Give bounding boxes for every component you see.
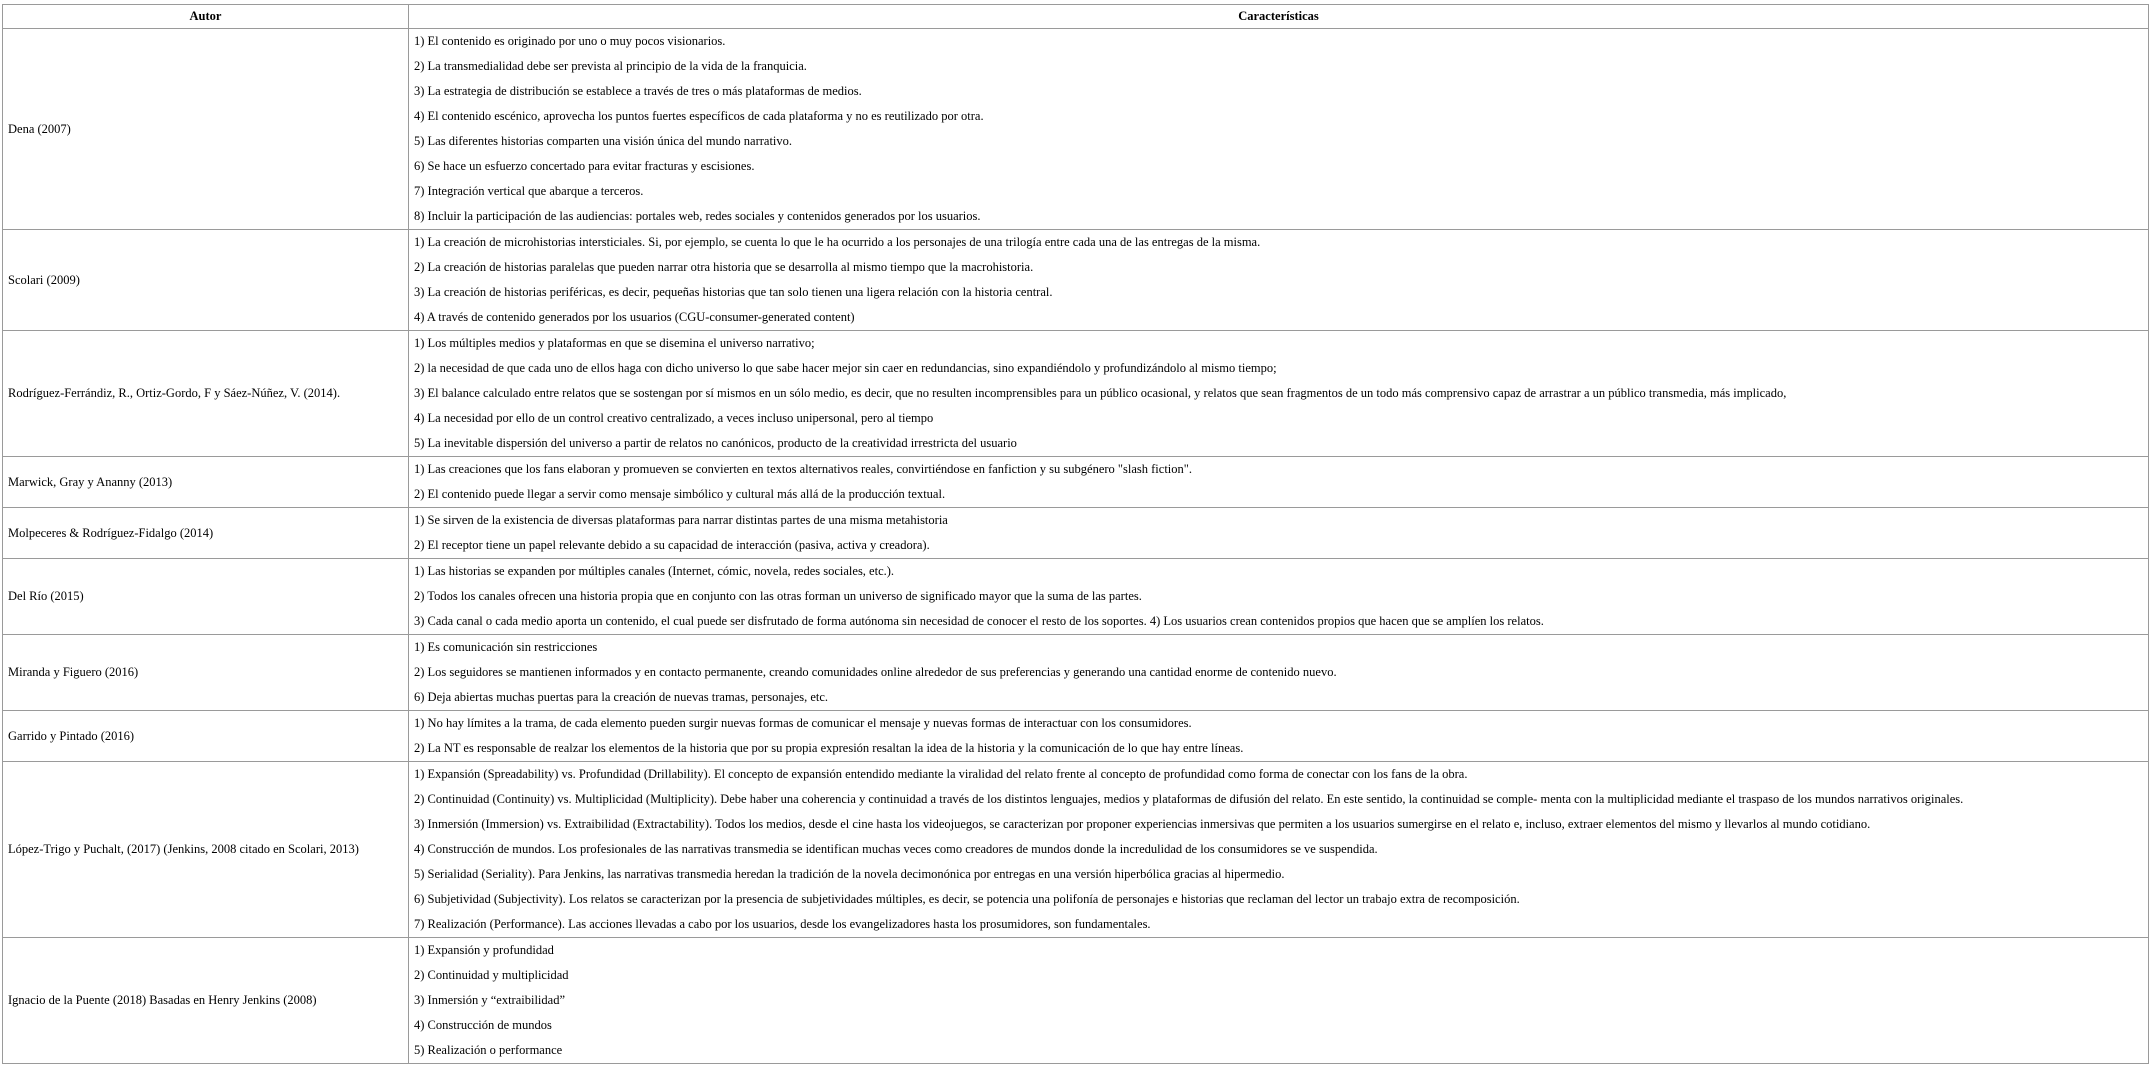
characteristics-cell bbox=[409, 331, 2149, 457]
table-row bbox=[3, 559, 2149, 635]
author-cell: Rodríguez-Ferrándiz, R., Ortiz-Gordo, F y Sáez-Núñez, V. (2014). bbox=[3, 331, 409, 457]
characteristic-item: 6) Deja abiertas muchas puertas para la creación de nuevas tramas, personajes, etc. bbox=[414, 690, 829, 704]
header-author: Autor bbox=[3, 5, 409, 29]
characteristics-cell bbox=[409, 508, 2149, 559]
characteristic-item: 5) Las diferentes historias comparten una visión única del mundo narrativo. bbox=[414, 134, 793, 148]
characteristic-item: 5) Serialidad (Seriality). Para Jenkins, las narrativas transmedia heredan la tradición de la novela decimonónica por entregas en una versión hiperbólica gracias al hipermedio. bbox=[414, 867, 1285, 881]
characteristic-item: 1) Los múltiples medios y plataformas en que se disemina el universo narrativo; bbox=[414, 336, 815, 350]
author-cell: Garrido y Pintado (2016) bbox=[3, 711, 409, 762]
author-cell: Scolari (2009) bbox=[3, 230, 409, 331]
author-cell: Ignacio de la Puente (2018) Basadas en Henry Jenkins (2008) bbox=[3, 938, 409, 1064]
characteristic-item: 4) El contenido escénico, aprovecha los puntos fuertes específicos de cada plataforma y no es reutilizado por otra. bbox=[414, 109, 984, 123]
characteristic-item: 2) El contenido puede llegar a servir como mensaje simbólico y cultural más allá de la producción textual. bbox=[414, 487, 946, 501]
characteristics-cell bbox=[409, 559, 2149, 635]
header-row bbox=[3, 5, 2149, 29]
table-row bbox=[3, 762, 2149, 938]
characteristic-item: 1) Las historias se expanden por múltiples canales (Internet, cómic, novela, redes sociales, etc.). bbox=[414, 564, 895, 578]
table-row bbox=[3, 457, 2149, 508]
characteristics-cell bbox=[409, 457, 2149, 508]
table-row bbox=[3, 230, 2149, 331]
characteristic-item: 1) Expansión (Spreadability) vs. Profundidad (Drillability). El concepto de expansión entendido mediante la viralidad del relato frente al concepto de profundidad como forma de conectar con los fans de la obra. bbox=[414, 767, 1468, 781]
characteristic-item: 2) Continuidad y multiplicidad bbox=[414, 968, 569, 982]
characteristic-item: 4) Construcción de mundos. Los profesionales de las narrativas transmedia se identifican muchas veces como creadores de mundos donde la incredulidad de los consumidores se ve suspendida. bbox=[414, 842, 1378, 856]
characteristic-item: 7) Realización (Performance). Las acciones llevadas a cabo por los usuarios, desde los evangelizadores hasta los prosumidores, son fundamentales. bbox=[414, 917, 1151, 931]
characteristics-table bbox=[2, 4, 2149, 1064]
characteristics-cell bbox=[409, 635, 2149, 711]
characteristic-item: 2) El receptor tiene un papel relevante debido a su capacidad de interacción (pasiva, activa y creadora). bbox=[414, 538, 930, 552]
characteristic-item: 4) A través de contenido generados por los usuarios (CGU-consumer-generated content) bbox=[414, 310, 855, 324]
table-row bbox=[3, 711, 2149, 762]
characteristic-item: 2) La creación de historias paralelas que pueden narrar otra historia que se desarrolla al mismo tiempo que la macrohistoria. bbox=[414, 260, 1034, 274]
table-row bbox=[3, 508, 2149, 559]
characteristic-item: 2) La transmedialidad debe ser prevista al principio de la vida de la franquicia. bbox=[414, 59, 807, 73]
characteristic-item: 2) Los seguidores se mantienen informados y en contacto permanente, creando comunidades online alrededor de sus preferencias y generando una cantidad enorme de contenido nuevo. bbox=[414, 665, 1337, 679]
characteristic-item: 1) Es comunicación sin restricciones bbox=[414, 640, 598, 654]
characteristic-item: 1) Las creaciones que los fans elaboran y promueven se convierten en textos alternativos reales, convirtiéndose en fanfiction y su subgénero "slash fiction". bbox=[414, 462, 1193, 476]
characteristics-cell bbox=[409, 938, 2149, 1064]
characteristic-item: 5) Realización o performance bbox=[414, 1043, 563, 1057]
characteristic-item: 1) La creación de microhistorias intersticiales. Si, por ejemplo, se cuenta lo que le ha ocurrido a los personajes de una trilogía entre cada una de las entregas de la misma. bbox=[414, 235, 1261, 249]
table-body bbox=[3, 29, 2149, 1064]
author-cell: López-Trigo y Puchalt, (2017) (Jenkins, 2008 citado en Scolari, 2013) bbox=[3, 762, 409, 938]
table-row bbox=[3, 938, 2149, 1064]
author-cell: Miranda y Figuero (2016) bbox=[3, 635, 409, 711]
characteristic-item: 1) No hay límites a la trama, de cada elemento pueden surgir nuevas formas de comunicar el mensaje y nuevas formas de interactuar con los consumidores. bbox=[414, 716, 1192, 730]
characteristic-item: 3) Inmersión (Immersion) vs. Extraibilidad (Extractability). Todos los medios, desde el cine hasta los videojuegos, se caracterizan por proponer experiencias inmersivas que permiten a los usuarios sumergirse en el relato e, incluso, extraer elementos del mismo y llevarlos al mundo cotidiano. bbox=[414, 817, 1871, 831]
characteristic-item: 3) La estrategia de distribución se establece a través de tres o más plataformas de medios. bbox=[414, 84, 862, 98]
characteristic-item: 6) Subjetividad (Subjectivity). Los relatos se caracterizan por la presencia de subjetividades múltiples, es decir, se potencia una polifonía de personajes e historias que reclaman del lector un trabajo extra de recomposición. bbox=[414, 892, 1520, 906]
characteristic-item: 3) La creación de historias periféricas, es decir, pequeñas historias que tan solo tienen una ligera relación con la historia central. bbox=[414, 285, 1053, 299]
characteristic-item: 4) Construcción de mundos bbox=[414, 1018, 552, 1032]
characteristic-item: 3) Cada canal o cada medio aporta un contenido, el cual puede ser disfrutado de forma autónoma sin necesidad de conocer el resto de los soportes. 4) Los usuarios crean contenidos propios que hacen que se amplíen los relatos. bbox=[414, 614, 1544, 628]
characteristic-item: 1) Expansión y profundidad bbox=[414, 943, 554, 957]
characteristic-item: 1) Se sirven de la existencia de diversas plataformas para narrar distintas partes de una misma metahistoria bbox=[414, 513, 948, 527]
characteristic-item: 2) Continuidad (Continuity) vs. Multiplicidad (Multiplicity). Debe haber una coherencia y continuidad a través de los distintos lenguajes, medios y plataformas de difusión del relato. En este sentido, la continuidad se comple- menta con la multiplicidad mediante el traspaso de los mundos narrativos originales. bbox=[414, 792, 1964, 806]
header-characteristics: Características bbox=[409, 5, 2149, 29]
author-cell: Dena (2007) bbox=[3, 29, 409, 230]
characteristics-cell bbox=[409, 762, 2149, 938]
table-row bbox=[3, 331, 2149, 457]
author-cell: Del Río (2015) bbox=[3, 559, 409, 635]
characteristics-cell bbox=[409, 711, 2149, 762]
characteristics-cell bbox=[409, 230, 2149, 331]
characteristic-item: 7) Integración vertical que abarque a terceros. bbox=[414, 184, 644, 198]
characteristic-item: 8) Incluir la participación de las audiencias: portales web, redes sociales y contenidos generados por los usuarios. bbox=[414, 209, 981, 223]
characteristic-item: 6) Se hace un esfuerzo concertado para evitar fracturas y escisiones. bbox=[414, 159, 755, 173]
table-row bbox=[3, 635, 2149, 711]
characteristic-item: 3) El balance calculado entre relatos que se sostengan por sí mismos en un sólo medio, es decir, que no resulten incomprensibles para un público ocasional, y relatos que sean fragmentos de un todo más comprensivo capaz de arrastrar a un público transmedia, más implicado, bbox=[414, 386, 1787, 400]
characteristic-item: 2) la necesidad de que cada uno de ellos haga con dicho universo lo que sabe hacer mejor sin caer en redundancias, sino expandiéndolo y profundizándolo al mismo tiempo; bbox=[414, 361, 1277, 375]
table-row bbox=[3, 29, 2149, 230]
characteristics-cell bbox=[409, 29, 2149, 230]
author-cell: Molpeceres & Rodríguez-Fidalgo (2014) bbox=[3, 508, 409, 559]
characteristic-item: 3) Inmersión y “extraibilidad” bbox=[414, 993, 565, 1007]
characteristic-item: 2) Todos los canales ofrecen una historia propia que en conjunto con las otras forman un universo de significado mayor que la suma de las partes. bbox=[414, 589, 1142, 603]
characteristic-item: 1) El contenido es originado por uno o muy pocos visionarios. bbox=[414, 34, 726, 48]
characteristic-item: 4) La necesidad por ello de un control creativo centralizado, a veces incluso unipersonal, pero al tiempo bbox=[414, 411, 934, 425]
author-cell: Marwick, Gray y Ananny (2013) bbox=[3, 457, 409, 508]
characteristic-item: 5) La inevitable dispersión del universo a partir de relatos no canónicos, producto de la creatividad irrestricta del usuario bbox=[414, 436, 1017, 450]
characteristic-item: 2) La NT es responsable de realzar los elementos de la historia que por su propia expresión resaltan la idea de la historia y la comunicación de lo que hay entre líneas. bbox=[414, 741, 1244, 755]
